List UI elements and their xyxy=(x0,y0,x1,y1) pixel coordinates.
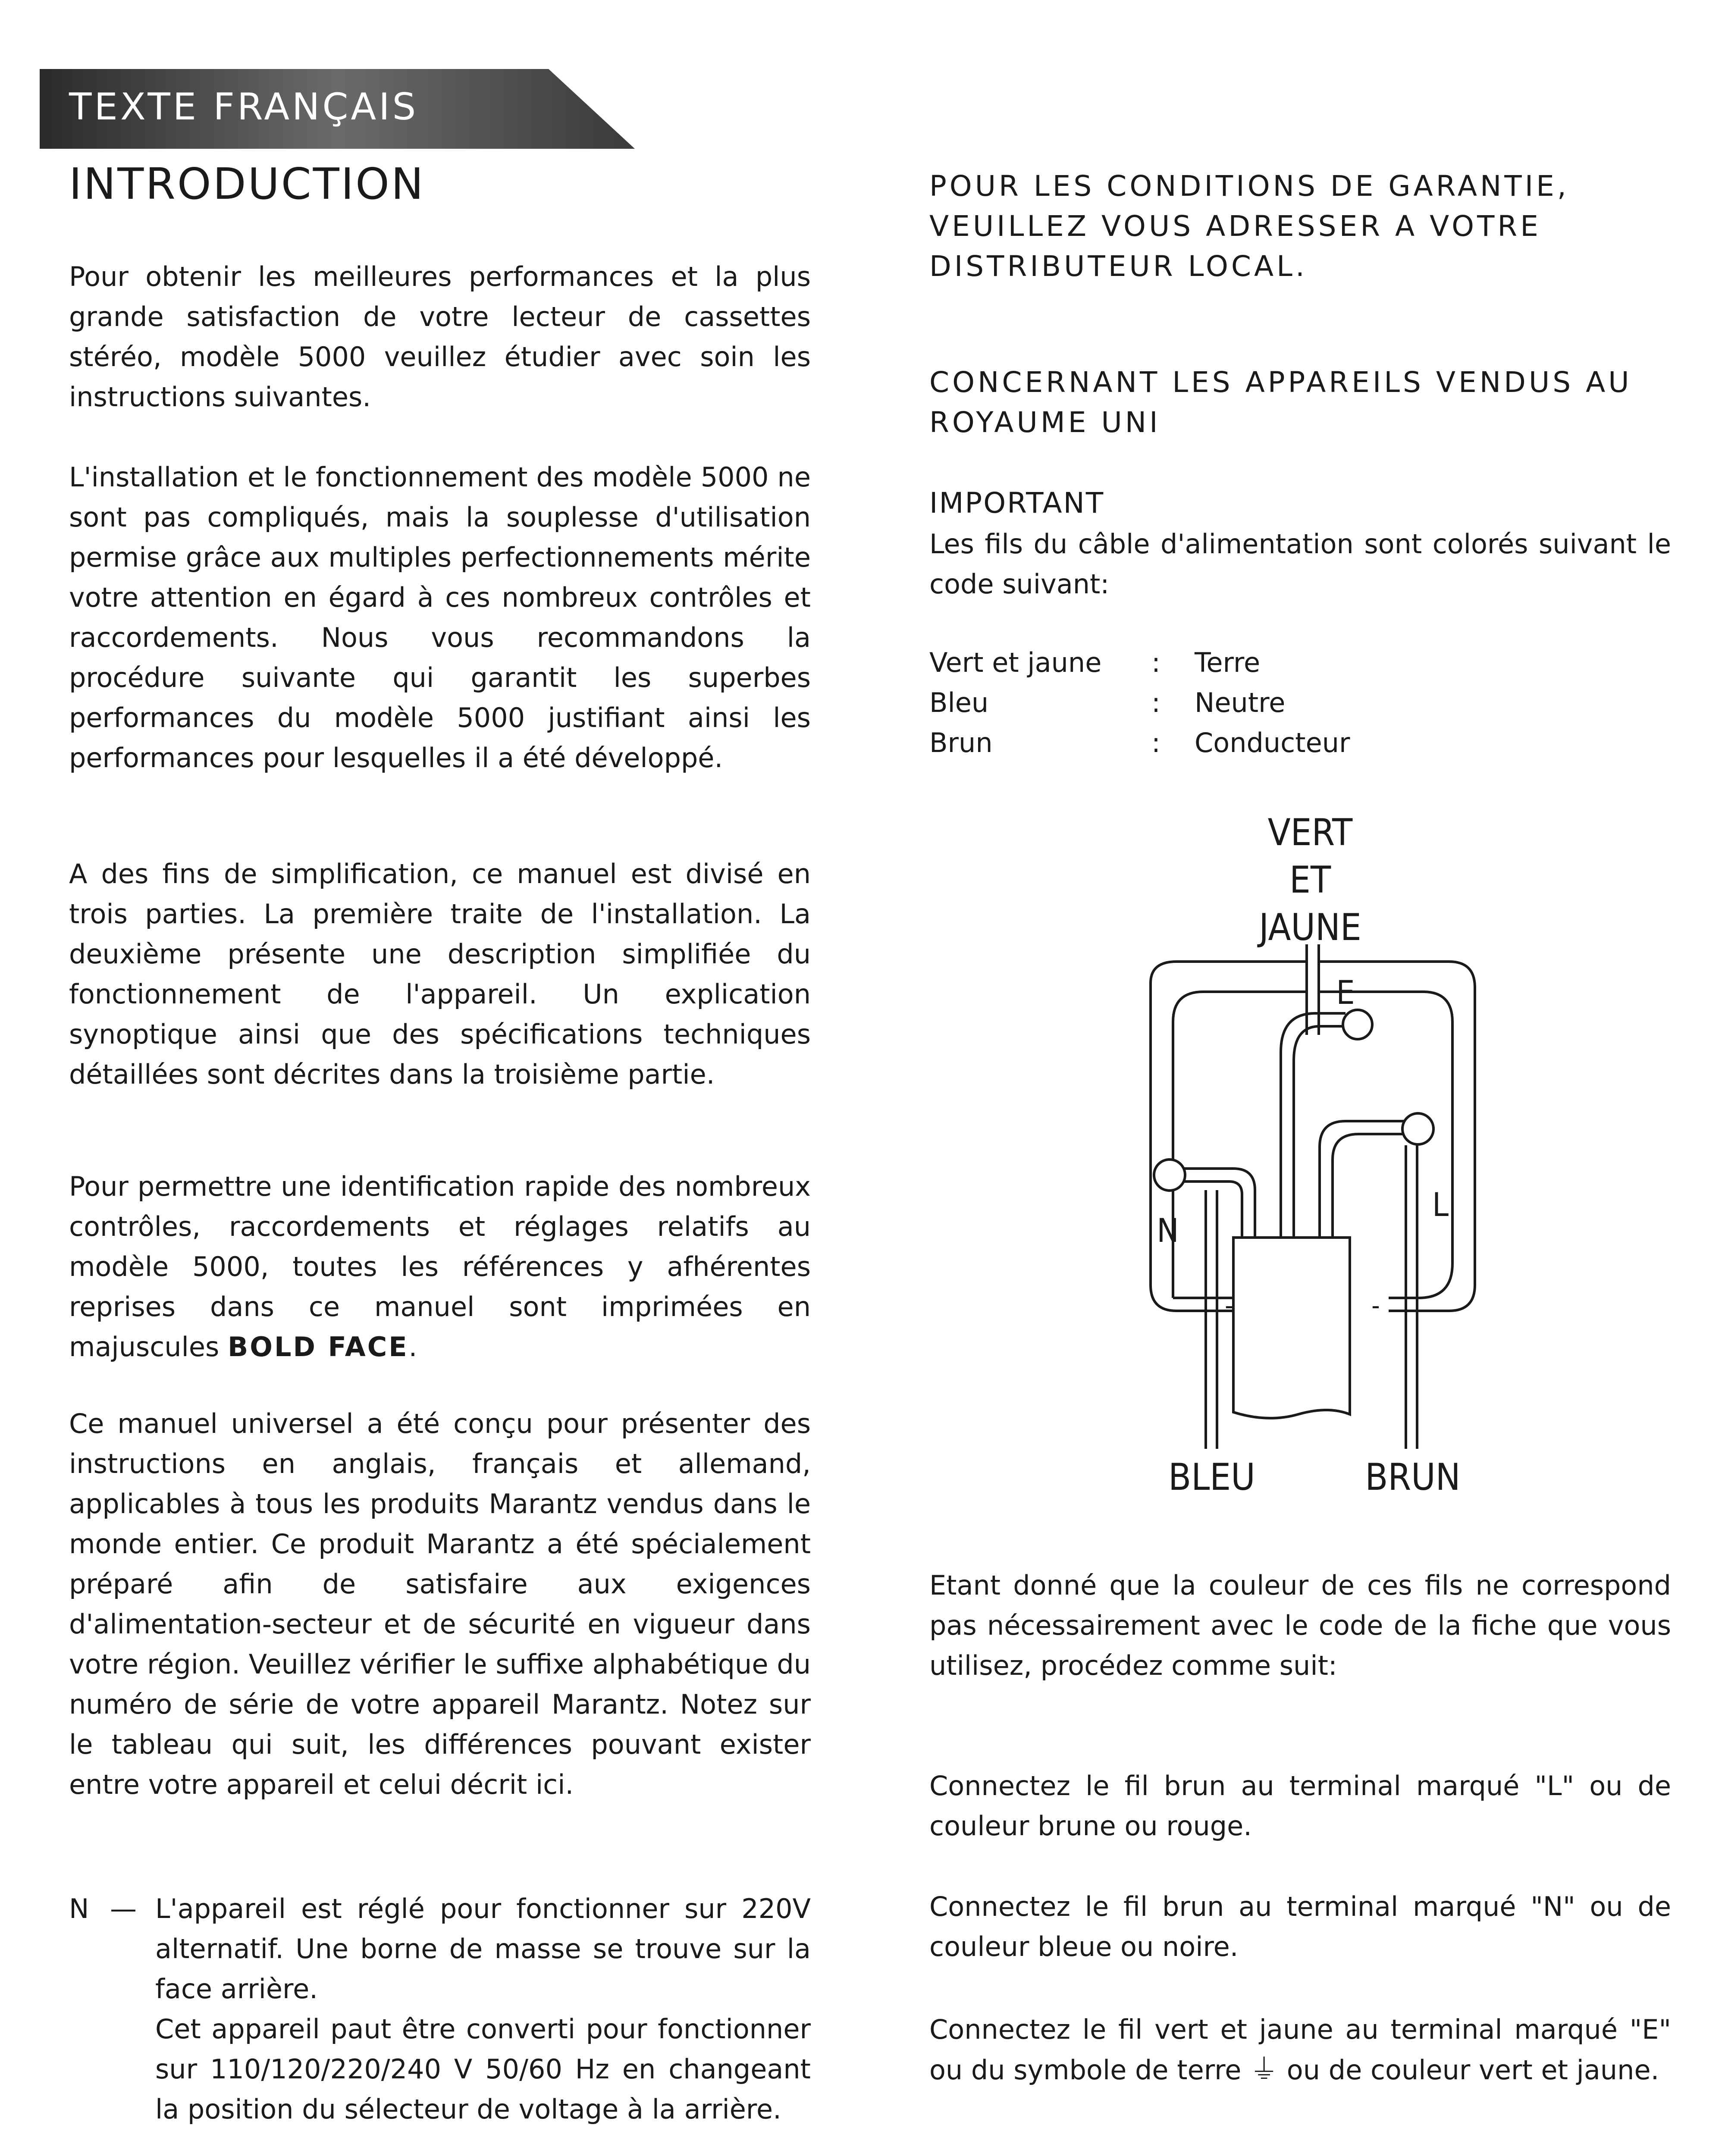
slot-mark-right: - xyxy=(1371,1291,1380,1321)
paragraph-text: Pour permettre une identification rapide des nombreux contrôles, raccordements et réglages relatifs au modèle 5000, toutes les références y afhérentes reprises dans ce manuel sont imprimées en majuscules xyxy=(69,1171,811,1363)
banner-label: TEXTE FRANÇAIS xyxy=(69,85,419,128)
section-banner xyxy=(40,69,635,149)
instruction-paragraph-2: Connectez le fil brun au terminal marqué "L" ou de couleur brune ou rouge. xyxy=(929,1770,1671,1842)
page-title: INTRODUCTION xyxy=(69,159,425,209)
wire-color-table xyxy=(929,642,1671,772)
wire-color-name: Vert et jaune xyxy=(929,647,1102,678)
intro-paragraph-2: L'installation et le fonctionnement des modèle 5000 ne sont pas compliqués, mais la souplesse d'utilisation permise grâce aux multiples perfectionnements mérite votre attention en égard à ces nombreux contrôles et raccordements. Nous vous recommandons la procédure suivante qui garantit les superbes performances du modèle 5000 justifiant ainsi les performances pour lesquelles il a été développé. xyxy=(69,461,811,774)
variant-conversion: Cet appareil paut être converti pour fonctionner sur 110/120/220/240 V 50/60 Hz en changeant la position du sélecteur de voltage à la arrière. xyxy=(155,2013,811,2125)
intro-paragraph-3: A des fins de simplification, ce manuel est divisé en trois parties. La première traite de l'installation. La deuxième présente une description simplifiée du fonctionnement de l'appareil. Un explication synoptique ainsi que des spécifications techniques détaillées sont décrites dans la troisième partie. xyxy=(69,858,811,1090)
wire-color-meaning: Terre xyxy=(1195,647,1261,678)
diagram-label-brun: BRUN xyxy=(1365,1456,1461,1499)
bold-face-example: BOLD FACE xyxy=(227,1331,409,1363)
wire-color-name: Brun xyxy=(929,727,993,758)
paragraph-period: . xyxy=(408,1331,417,1363)
wire-color-meaning: Conducteur xyxy=(1195,727,1350,758)
intro-paragraph-5: Ce manuel universel a été conçu pour présenter des instructions en anglais, français et allemand, applicables à tous les produits Marantz vendus dans le monde entier. Ce produit Marantz a été spécialement préparé afin de satisfaire aux exigences d'alimentation-secteur et de sécurité en vigueur dans votre région. Veuillez vérifier le suffixe alphabétique du numéro de série de votre appareil Marantz. Notez sur le tableau qui suit, les différences pouvant exister entre votre appareil et celui décrit ici. xyxy=(69,1408,811,1800)
wire-color-separator: : xyxy=(1151,727,1160,758)
instruction-text: Connectez le fil vert et jaune au terminal marqué "E" ou du symbole de terre xyxy=(929,2014,1671,2086)
earth-symbol-icon: ⏚ xyxy=(1250,2053,1279,2086)
wire-color-separator: : xyxy=(1151,647,1160,678)
warranty-heading: POUR LES CONDITIONS DE GARANTIE, VEUILLEZ VOUS ADRESSER A VOTRE DISTRIBUTEUR LOCAL. xyxy=(929,169,1569,283)
instruction-text-end: ou de couleur vert et jaune. xyxy=(1278,2054,1659,2086)
instruction-paragraph-3: Connectez le fil brun au terminal marqué "N" ou de couleur bleue ou noire. xyxy=(929,1891,1671,1962)
wire-color-meaning: Neutre xyxy=(1195,687,1286,718)
diagram-label-et: ET xyxy=(1289,859,1331,902)
terminal-e-label: E xyxy=(1336,973,1355,1012)
variant-dash: — xyxy=(110,1893,137,1924)
important-text: Les fils du câble d'alimentation sont colorés suivant le code suivant: xyxy=(929,528,1671,600)
slot-mark-left: - xyxy=(1225,1291,1233,1321)
variant-description: L'appareil est réglé pour fonctionner sur 220V alternatif. Une borne de masse se trouve sur la face arrière. xyxy=(155,1893,811,2005)
diagram-label-bleu: BLEU xyxy=(1168,1456,1255,1499)
uk-heading: CONCERNANT LES APPAREILS VENDUS AU ROYAUME UNI xyxy=(929,366,1632,439)
important-heading: IMPORTANT xyxy=(929,486,1105,520)
diagram-label-jaune: JAUNE xyxy=(1259,906,1361,949)
intro-paragraph-4 xyxy=(69,1166,811,1367)
instruction-paragraph-4 xyxy=(929,2009,1671,2090)
earth-wire xyxy=(1281,944,1372,1242)
cable-sheath xyxy=(1233,1238,1350,1418)
variant-code: N xyxy=(69,1893,89,1924)
terminal-n-label: N xyxy=(1157,1211,1179,1250)
intro-paragraph-1: Pour obtenir les meilleures performances et la plus grande satisfaction de votre lecteur de cassettes stéréo, modèle 5000 veuillez étudier avec soin les instructions suivantes. xyxy=(69,261,811,413)
instruction-paragraph-1: Etant donné que la couleur de ces fils ne correspond pas nécessairement avec le code de la fiche que vous utilisez, procédez comme suit: xyxy=(929,1570,1671,1681)
diagram-label-vert: VERT xyxy=(1267,811,1353,854)
wire-color-separator: : xyxy=(1151,687,1160,718)
wire-color-name: Bleu xyxy=(929,687,989,718)
plug-wiring-diagram xyxy=(1104,811,1518,1501)
terminal-l-label: L xyxy=(1432,1185,1449,1224)
